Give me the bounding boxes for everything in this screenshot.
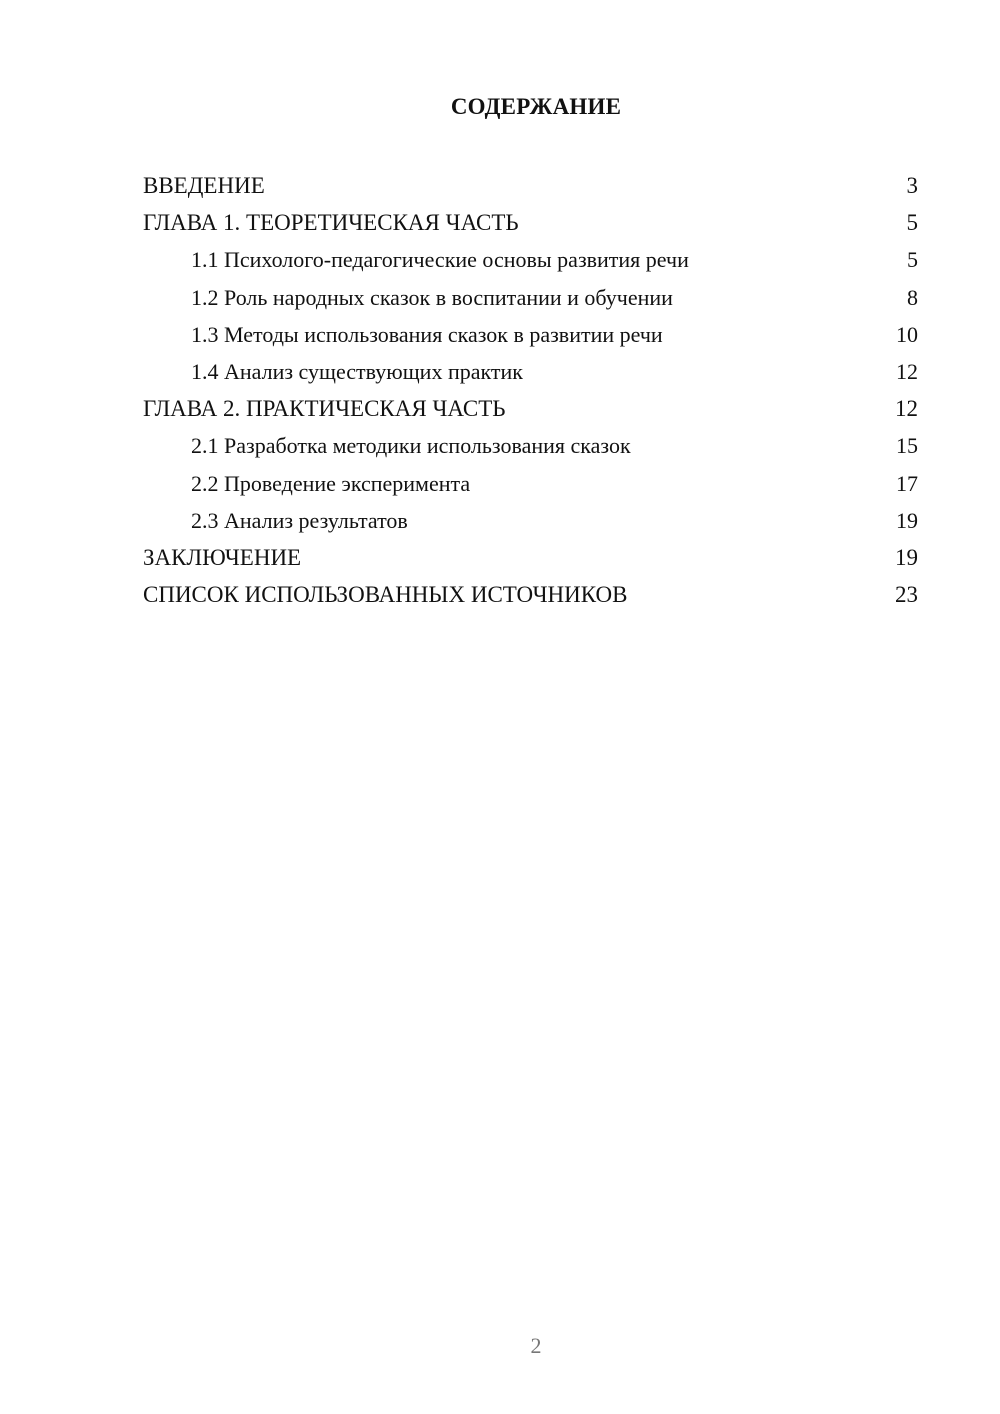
page-number: 2 [530, 1333, 542, 1358]
toc-entry-section-1-4[interactable] [143, 353, 918, 390]
toc-entry-section-2-1[interactable] [143, 427, 918, 464]
toc-entry-section-1-2[interactable] [143, 279, 918, 316]
toc-entry-page: 3 [906, 173, 918, 198]
toc-entry-references[interactable] [143, 576, 918, 613]
toc-entry-page: 19 [896, 507, 918, 533]
toc-entry-page: 23 [895, 582, 918, 608]
toc-entry-introduction[interactable] [143, 167, 918, 204]
toc-entry-title: 2.3 Анализ результатов [191, 507, 408, 533]
toc-entry-page: 8 [907, 284, 918, 310]
toc-entry-page: 5 [906, 210, 918, 236]
toc-entry-section-1-1[interactable] [143, 241, 918, 278]
toc-entry-title: 1.3 Методы использования сказок в развитии речи [191, 321, 663, 347]
toc-entry-section-1-3[interactable] [143, 316, 918, 353]
table-of-contents [143, 167, 918, 613]
toc-entry-title: ГЛАВА 1. ТЕОРЕТИЧЕСКАЯ ЧАСТЬ [143, 210, 519, 236]
toc-entry-title: СПИСОК ИСПОЛЬЗОВАННЫХ ИСТОЧНИКОВ [143, 582, 628, 608]
toc-entry-chapter-1[interactable] [143, 204, 918, 241]
toc-entry-page: 12 [895, 396, 918, 422]
toc-entry-title: 1.2 Роль народных сказок в воспитании и обучении [191, 284, 673, 310]
toc-entry-title: 2.1 Разработка методики использования сказок [191, 433, 631, 459]
toc-entry-page: 15 [896, 433, 918, 459]
toc-entry-page: 19 [895, 544, 918, 570]
toc-entry-page: 5 [907, 247, 918, 273]
toc-entry-title: 1.1 Психолого-педагогические основы развития речи [191, 247, 689, 273]
toc-entry-title: 1.4 Анализ существующих практик [191, 358, 523, 384]
toc-entry-page: 10 [896, 321, 918, 347]
toc-entry-title: ЗАКЛЮЧЕНИЕ [143, 544, 302, 570]
toc-entry-section-2-2[interactable] [143, 465, 918, 502]
toc-entry-page: 12 [896, 358, 918, 384]
toc-heading: СОДЕРЖАНИЕ [450, 94, 622, 119]
toc-entry-chapter-2[interactable] [143, 390, 918, 427]
toc-entry-title: ГЛАВА 2. ПРАКТИЧЕСКАЯ ЧАСТЬ [143, 396, 506, 422]
toc-entry-title: 2.2 Проведение эксперимента [191, 470, 471, 496]
toc-entry-title: ВВЕДЕНИЕ [143, 173, 265, 198]
toc-entry-section-2-3[interactable] [143, 502, 918, 539]
toc-entry-conclusion[interactable] [143, 539, 918, 576]
toc-entry-page: 17 [896, 470, 918, 496]
